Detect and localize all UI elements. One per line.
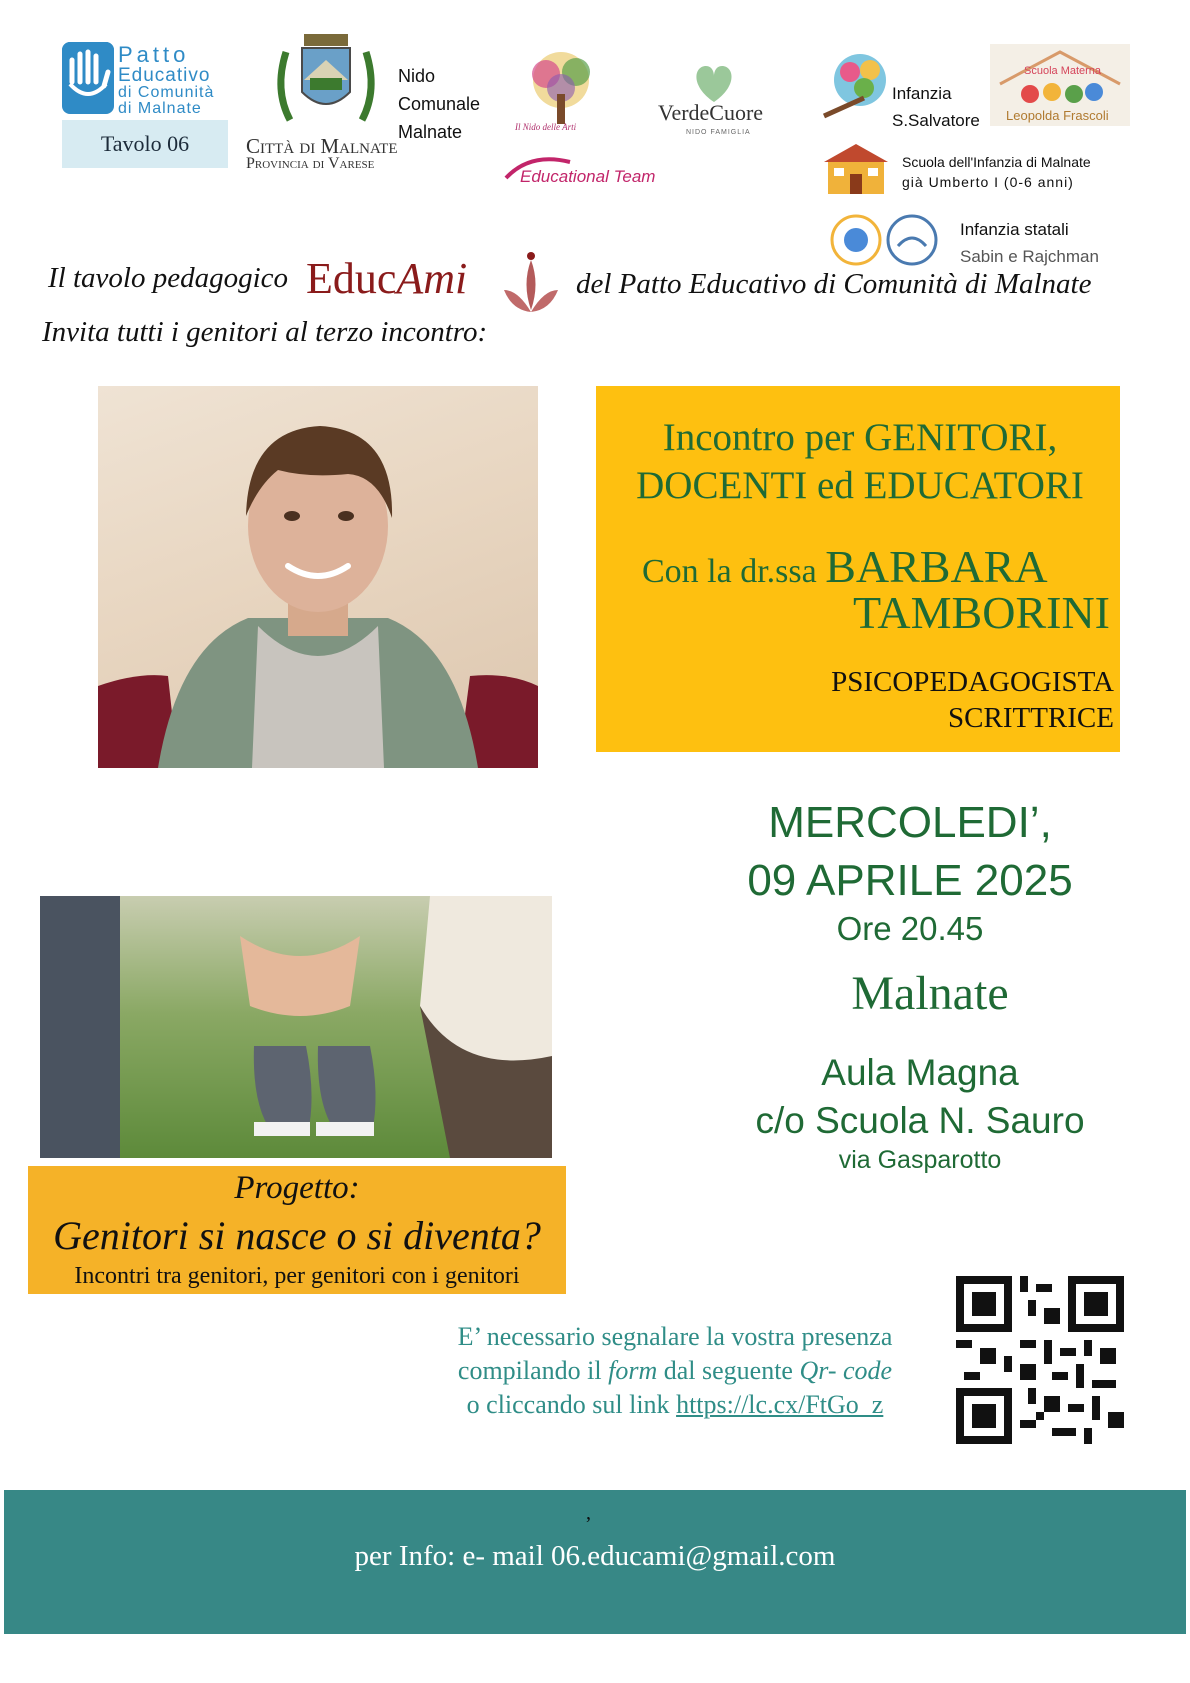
patto-hand-logo-icon — [62, 42, 114, 114]
citta-line: Città di Malnate — [246, 134, 398, 158]
scuola-line: Scuola dell'Infanzia di Malnate — [902, 154, 1091, 170]
registration-line-1: E’ necessario segnalare la vostra presenza — [457, 1322, 893, 1351]
nido-comunale-label — [398, 62, 480, 146]
patto-line: Patto — [118, 42, 190, 67]
citta-malnate-crest-icon — [270, 30, 382, 135]
project-label: Progetto: — [234, 1170, 360, 1206]
registration-text-a: compilando il — [457, 1356, 602, 1385]
educational-team-logo — [500, 148, 656, 208]
infanzia-line: Infanzia — [892, 84, 952, 103]
event-day: MERCOLEDI’, — [768, 798, 1052, 847]
scuola-line: già Umberto I (0-6 anni) — [902, 174, 1074, 190]
patto-line: di Comunità — [118, 84, 215, 101]
event-street: via Gasparotto — [838, 1146, 1002, 1174]
speaker-prefix: Con la dr.ssa — [642, 553, 817, 590]
infanzia-salvatore-label — [892, 80, 980, 134]
project-subtitle: Incontri tra genitori, per genitori con i genitori — [74, 1263, 520, 1289]
baby-shoes-photo — [40, 896, 552, 1158]
educami-brand-a: Educ — [306, 254, 397, 303]
event-town: Malnate — [851, 967, 1009, 1020]
registration-qr-word: Qr- code — [799, 1356, 893, 1385]
educami-brand — [306, 253, 467, 304]
lotus-icon — [498, 250, 564, 322]
scuola-infanzia-building-icon — [820, 140, 892, 198]
infanzia-statali-label — [960, 216, 1099, 270]
footer-mark: , — [586, 1502, 591, 1524]
footer-contact[interactable]: per Info: e- mail 06.educami@gmail.com — [354, 1540, 836, 1572]
speaker-role: SCRITTRICE — [948, 702, 1114, 734]
audience-line-2: DOCENTI ed EDUCATORI — [636, 464, 1084, 507]
speaker-first-name: BARBARA — [825, 541, 1048, 592]
event-time: Ore 20.45 — [836, 910, 984, 947]
event-date: 09 APRILE 2025 — [747, 856, 1073, 905]
verdecuore-text: VerdeCuore — [658, 100, 764, 125]
verdecuore-logo — [650, 60, 780, 138]
nido-arti-caption: Il Nido delle Arti — [515, 122, 577, 132]
registration-line-2 — [420, 1354, 930, 1388]
registration-form-word: form — [608, 1356, 658, 1385]
nido-line: Nido — [398, 66, 436, 86]
speaker-roles — [600, 664, 1114, 736]
speaker-role: PSICOPEDAGOGISTA — [831, 666, 1114, 698]
event-audience-title — [600, 414, 1120, 510]
patto-line: di Malnate — [118, 100, 202, 117]
intro-line-2: Invita tutti i genitori al terzo incontro: — [42, 316, 488, 348]
statali-line: Infanzia statali — [960, 220, 1069, 239]
event-venue-room: Aula Magna — [821, 1052, 1019, 1093]
scuola-infanzia-label — [902, 152, 1091, 192]
verdecuore-sub: NIDO FAMIGLIA — [686, 129, 751, 136]
speaker-photo — [98, 386, 538, 768]
leopolda-bottom: Leopolda Frascoli — [1006, 108, 1109, 123]
nido-line: Comunale — [398, 94, 481, 114]
patto-educativo-logo — [118, 44, 214, 117]
intro-line-b: del Patto Educativo di Comunità di Malnate — [576, 268, 1092, 300]
registration-text-e: o cliccando sul link — [466, 1390, 670, 1419]
leopolda-top: Scuola Materna — [1024, 65, 1102, 77]
nido-line: Malnate — [398, 122, 463, 142]
statali-line: Sabin e Rajchman — [960, 247, 1099, 266]
educational-team-text: Educational Team — [520, 167, 656, 186]
project-title: Genitori si nasce o si diventa? — [53, 1213, 541, 1258]
infanzia-salvatore-tree-icon — [820, 50, 892, 122]
tavolo-badge: Tavolo 06 — [62, 120, 228, 168]
patto-line: Educativo — [118, 65, 211, 86]
leopolda-frascoli-logo — [990, 44, 1130, 126]
infanzia-statali-logos-icon — [826, 212, 944, 268]
registration-text-c: dal seguente — [663, 1356, 793, 1385]
registration-line-3 — [420, 1388, 930, 1422]
provincia-line: Provincia di Varese — [246, 155, 375, 172]
educami-brand-b: Ami — [396, 254, 468, 303]
citta-malnate-caption — [246, 134, 398, 172]
speaker-last-name: TAMBORINI — [853, 587, 1110, 638]
event-venue-school: c/o Scuola N. Sauro — [755, 1100, 1085, 1141]
registration-link[interactable]: https://lc.cx/FtGo_z — [676, 1390, 884, 1419]
qr-code-icon[interactable] — [956, 1276, 1124, 1444]
registration-text — [420, 1320, 930, 1422]
audience-line-1: Incontro per GENITORI, — [662, 416, 1058, 459]
nido-arti-tree-icon — [518, 50, 604, 128]
intro-line-a: Il tavolo pedagogico — [48, 262, 289, 294]
infanzia-line: S.Salvatore — [892, 111, 980, 130]
